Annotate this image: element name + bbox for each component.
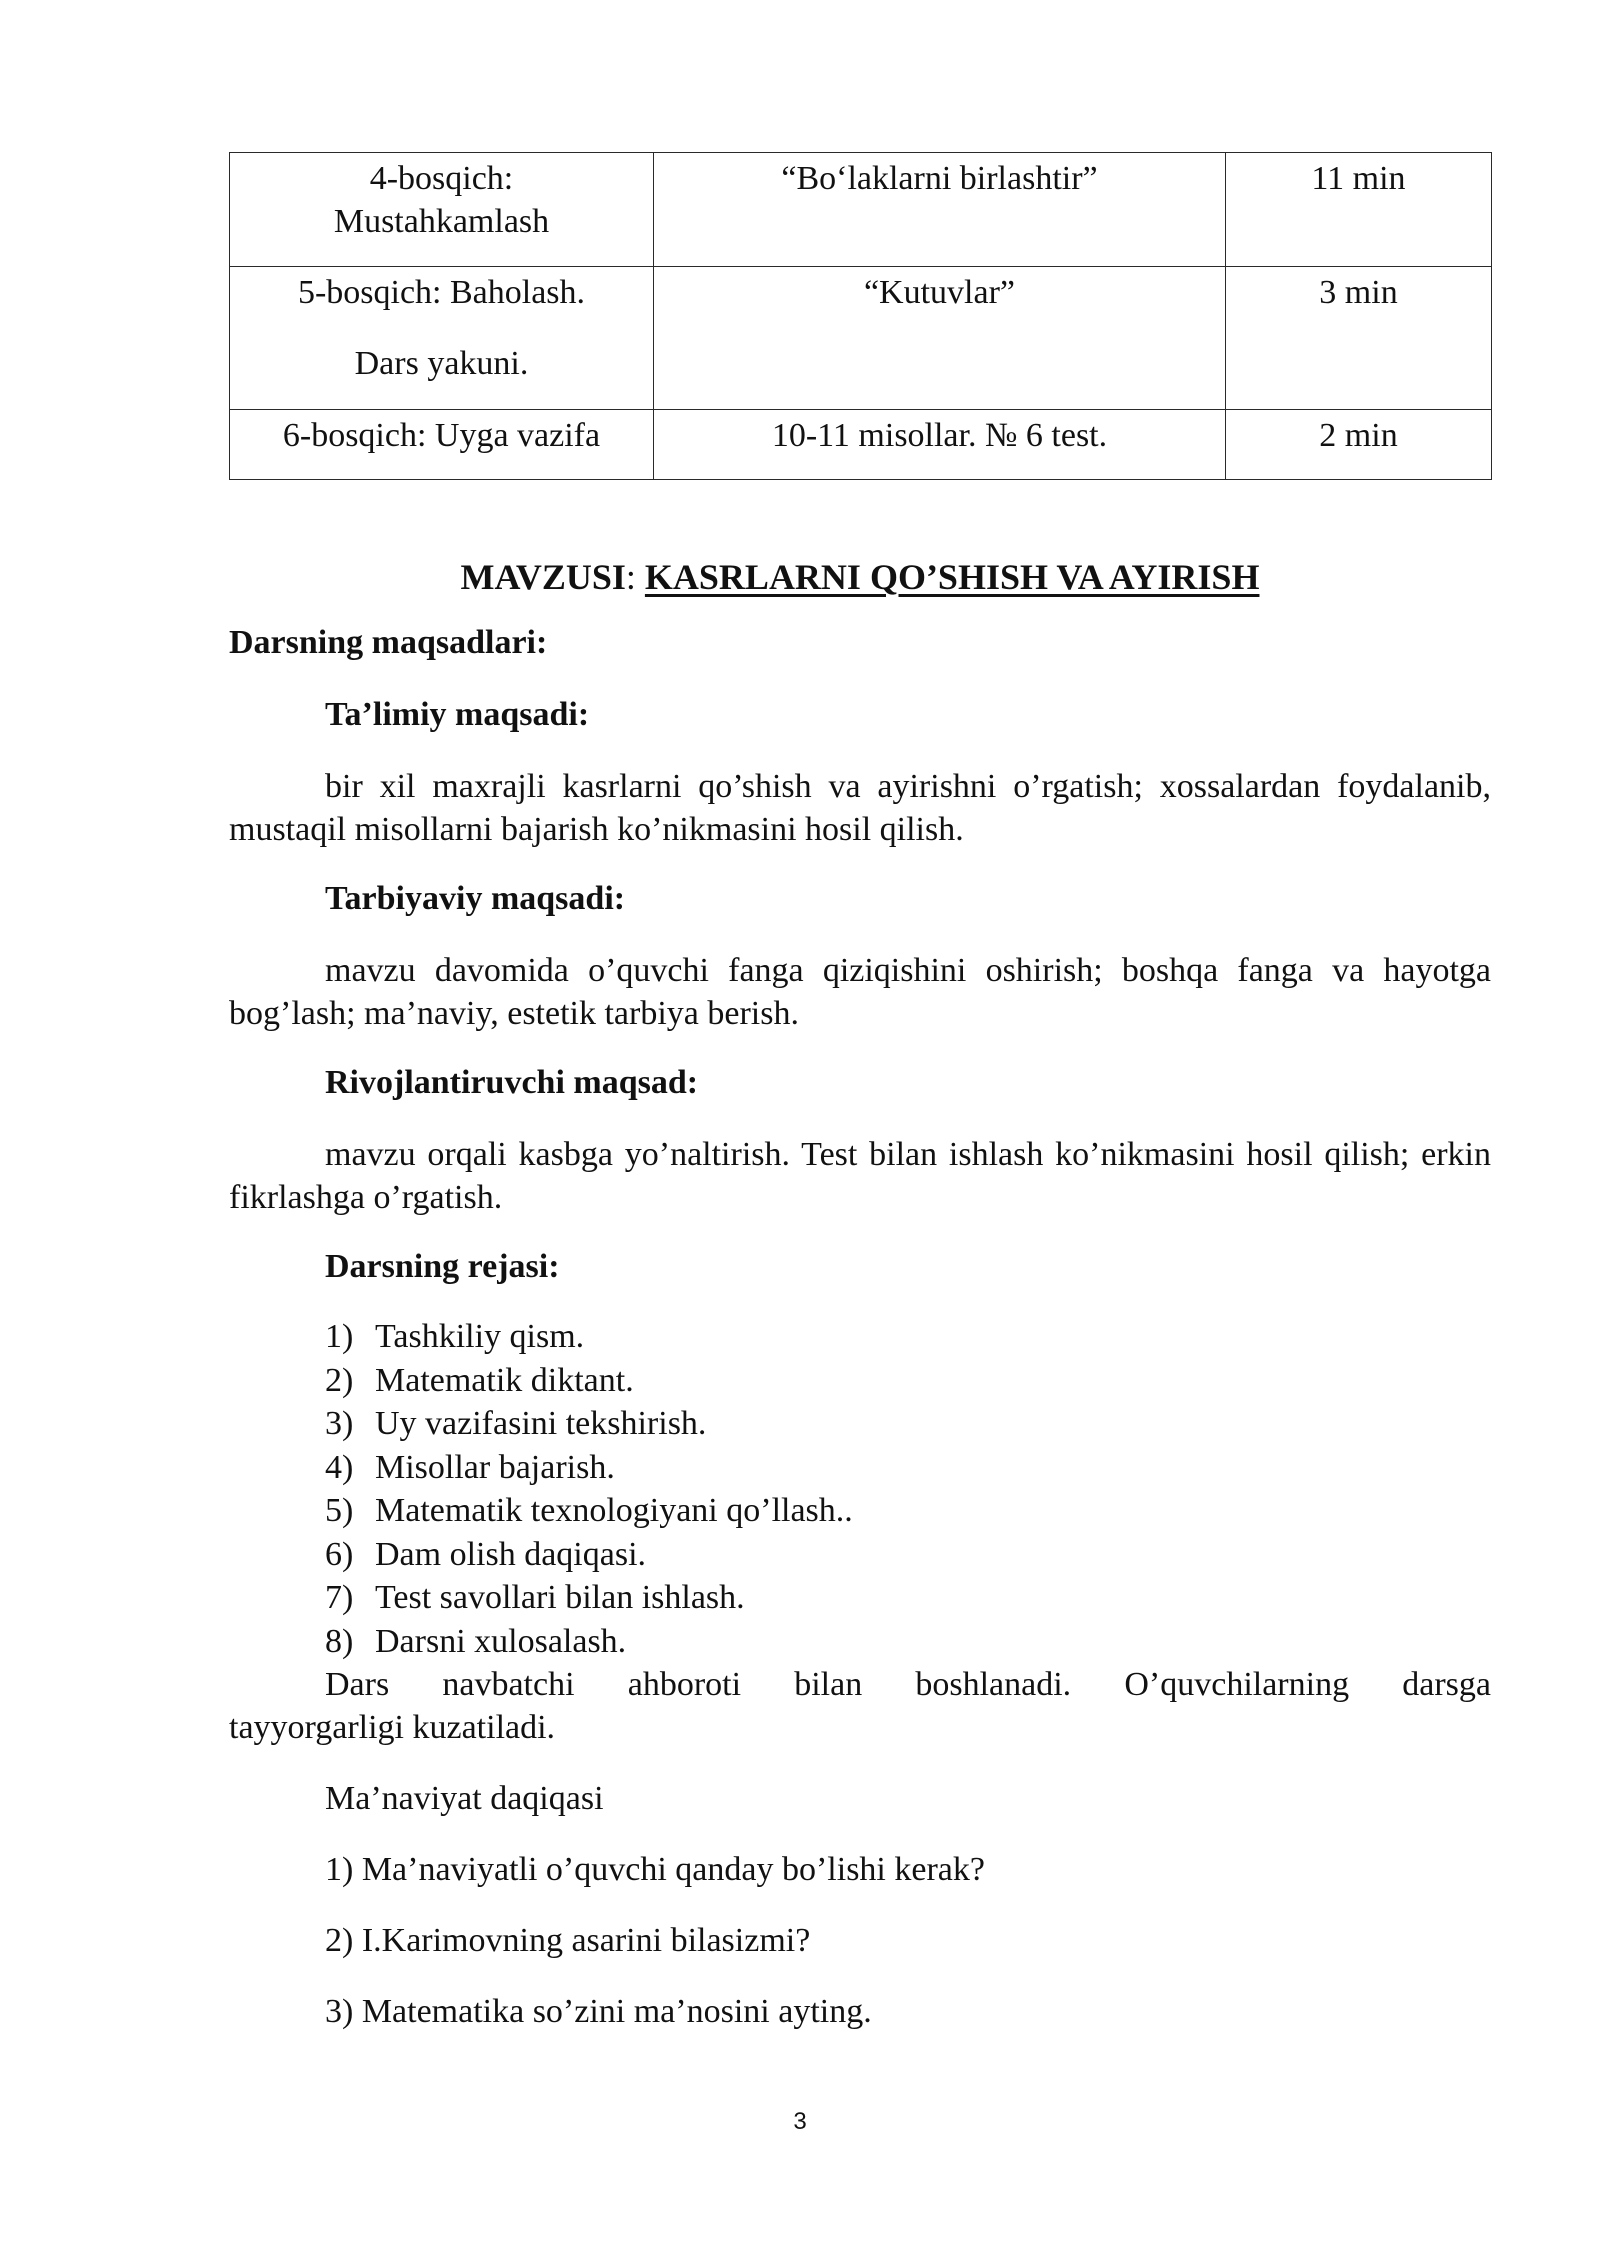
method-cell: “Bo‘laklarni birlashtir” xyxy=(654,153,1226,267)
list-item xyxy=(325,1489,1587,1533)
list-text: Darsni xulosalash. xyxy=(375,1622,627,1660)
stage-cell xyxy=(230,153,654,267)
list-text: Tashkiliy qism. xyxy=(375,1318,585,1355)
page-number: 3 xyxy=(793,2108,807,2135)
list-item xyxy=(325,1315,1587,1359)
spirituality-heading: Ma’naviyat daqiqasi xyxy=(325,1780,604,1817)
section-body: mavzu orqali kasbga yo’naltirish. Test bilan ishlash ko’nikmasini hosil qilish; erkin fikrlashga o’rgatish. xyxy=(229,1136,1491,1216)
topic-title: KASRLARNI QO’SHISH VA AYIRISH xyxy=(644,557,1260,597)
time-cell: 2 min xyxy=(1226,410,1492,480)
list-number: 8) xyxy=(325,1622,354,1660)
list-item xyxy=(325,1533,1587,1577)
stage-text: Mustahkamlash xyxy=(333,203,550,240)
method-cell: “Kutuvlar” xyxy=(654,267,1226,410)
list-text: Dam olish daqiqasi. xyxy=(375,1535,647,1573)
list-number: 2) xyxy=(325,1361,354,1399)
section-body: bir xil maxrajli kasrlarni qo’shish va ayirishni o’rgatish; xossalardan foydalanib, mustaqil misollarni bajarish ko’nikmasini hosil qilish. xyxy=(229,768,1491,848)
question-item: 3) Matematika so’zini ma’nosini ayting. xyxy=(325,1993,872,2030)
list-text: Misollar bajarish. xyxy=(375,1448,615,1486)
topic-heading xyxy=(229,549,1491,605)
question-item: 2) I.Karimovning asarini bilasizmi? xyxy=(325,1922,811,1959)
list-item xyxy=(325,1576,1587,1620)
topic-separator: : xyxy=(625,557,636,597)
intro-line: tayyorgarligi kuzatiladi. xyxy=(229,1709,556,1746)
stage-text: 6-bosqich: Uyga vazifa xyxy=(282,417,601,454)
table-row xyxy=(230,267,1492,410)
list-item xyxy=(325,1359,1587,1403)
section-heading: Rivojlantiruvchi maqsad: xyxy=(325,1064,699,1101)
stage-text: 4-bosqich: xyxy=(369,160,514,197)
stage-cell xyxy=(230,267,654,410)
table-row xyxy=(230,153,1492,267)
time-cell: 3 min xyxy=(1226,267,1492,410)
list-number: 7) xyxy=(325,1579,354,1616)
list-text: Matematik texnologiyani qo’llash.. xyxy=(375,1492,853,1529)
intro-line: Dars navbatchi ahboroti bilan boshlanadi. O’quvchilarning darsga xyxy=(325,1666,1491,1703)
topic-label: MAVZUSI xyxy=(460,557,626,597)
list-item xyxy=(325,1446,1587,1490)
list-number: 3) xyxy=(325,1405,354,1442)
lesson-plan-list xyxy=(229,1315,1587,1663)
list-number: 4) xyxy=(325,1448,354,1486)
question-item: 1) Ma’naviyatli o’quvchi qanday bo’lishi kerak? xyxy=(325,1851,985,1888)
list-number: 5) xyxy=(325,1492,354,1529)
stage-cell xyxy=(230,410,654,480)
section-heading: Ta’limiy maqsadi: xyxy=(325,696,590,733)
list-text: Matematik diktant. xyxy=(375,1361,634,1399)
method-cell: 10-11 misollar. № 6 test. xyxy=(654,410,1226,480)
goals-heading: Darsning maqsadlari: xyxy=(229,624,548,661)
list-number: 1) xyxy=(325,1318,354,1355)
plan-heading: Darsning rejasi: xyxy=(325,1248,560,1285)
stage-text: Dars yakuni. xyxy=(354,345,529,382)
time-cell: 11 min xyxy=(1226,153,1492,267)
table-row xyxy=(230,410,1492,480)
section-body: mavzu davomida o’quvchi fanga qiziqishini oshirish; boshqa fanga va hayotga bog’lash; ma’naviy, estetik tarbiya berish. xyxy=(229,952,1491,1032)
list-item xyxy=(325,1402,1587,1446)
list-text: Test savollari bilan ishlash. xyxy=(375,1579,745,1616)
list-number: 6) xyxy=(325,1535,354,1573)
section-heading: Tarbiyaviy maqsadi: xyxy=(325,880,626,917)
lesson-stages-table xyxy=(229,152,1492,480)
list-text: Uy vazifasini tekshirish. xyxy=(375,1405,707,1442)
stage-text: 5-bosqich: Baholash. xyxy=(297,274,586,311)
list-item xyxy=(325,1620,1587,1664)
